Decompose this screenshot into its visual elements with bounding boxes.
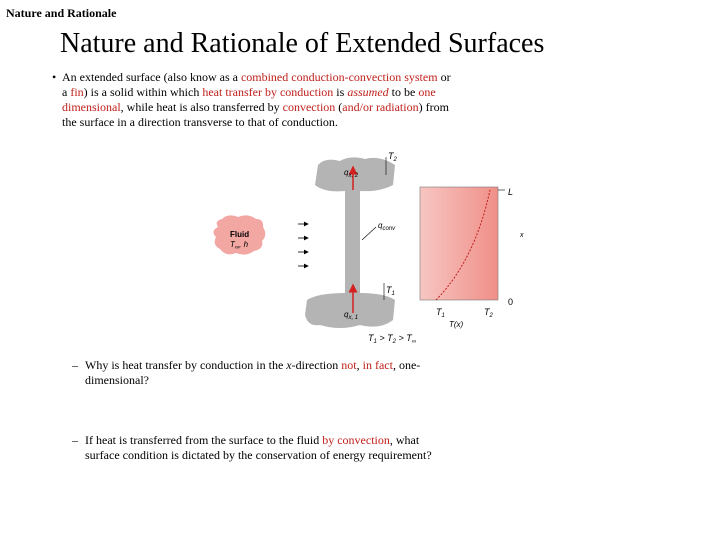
qconv-label: $q_{conv}$ — [378, 221, 396, 232]
T1-label: $T_1$ — [386, 285, 395, 297]
graph-T1-label: $T_1$ — [436, 307, 445, 319]
question-1 — [72, 358, 442, 388]
bullet-text-11: , while heat is also transferred by — [120, 100, 283, 114]
qx1-label: $q_{x, 1}$ — [344, 310, 359, 321]
term-fin: fin — [70, 85, 84, 99]
q2-term-convection: by convection — [322, 433, 390, 447]
q1-part-c: -direction — [291, 358, 342, 372]
term-radiation: and/or radiation — [342, 100, 419, 114]
axis-0-label: 0 — [508, 297, 514, 307]
fin-shape — [305, 157, 395, 328]
header-title: Nature and Rationale — [6, 6, 117, 20]
q2-part-a: If heat is transferred from the surface to the fluid — [85, 433, 323, 447]
question-2-dash: – — [72, 433, 78, 447]
question-1-dash: – — [72, 358, 78, 372]
fluid-params: $T_\infty$, h — [230, 240, 249, 251]
q1-term-in-fact: in fact — [362, 358, 393, 372]
bullet-text-5: ) is a solid within which — [83, 85, 203, 99]
bullet-text-1: An extended surface (also know as a — [62, 70, 241, 84]
bullet-paragraph — [52, 70, 452, 130]
graph-T2-label: $T_2$ — [484, 307, 493, 319]
bullet-text-9: to be — [388, 85, 419, 99]
graph-Tx-label: T(x) — [449, 320, 464, 329]
q1-part-a: Why is heat transfer by conduction in the — [85, 358, 287, 372]
fluid-label: Fluid — [230, 230, 250, 239]
bullet-text-15: ) from the surface in a direction transverse to that of conduction. — [62, 100, 449, 129]
temperature-relation: $T_1 > T_2 > T_\infty$ — [368, 333, 416, 345]
fin-diagram — [200, 145, 530, 350]
fin-figure — [200, 145, 530, 350]
bullet-text-3: or a — [62, 70, 451, 99]
qx2-label: $q_{x, 2}$ — [344, 168, 359, 179]
slide-title: Nature and Rationale of Extended Surfaces — [60, 28, 545, 59]
bullet-text-7: is — [333, 85, 348, 99]
question-1-text — [85, 358, 442, 388]
question-2-text — [85, 433, 442, 463]
term-combined-system: combined conduction-convection system — [240, 70, 438, 84]
term-conduction: heat transfer by conduction — [202, 85, 334, 99]
term-one-dimensional: one dimensional — [62, 85, 436, 114]
term-assumed: assumed — [347, 85, 389, 99]
bullet-text-13: ( — [335, 100, 343, 114]
bullet-text — [62, 70, 452, 130]
q1-term-not: not — [341, 358, 357, 372]
T2-label: $T_2$ — [388, 151, 397, 163]
q1-part-e: , — [356, 358, 363, 372]
q2-part-c: , what surface condition is dictated by the conservation of energy requirement? — [85, 433, 432, 462]
q1-part-b: x — [286, 358, 292, 372]
term-convection: convection — [282, 100, 336, 114]
axis-x-label: x — [520, 232, 524, 239]
q1-part-g: , one-dimensional? — [85, 358, 421, 387]
bullet-marker: • — [52, 70, 57, 84]
qconv-leader — [362, 227, 376, 240]
axis-L-label: L — [508, 187, 514, 197]
question-2 — [72, 433, 442, 463]
